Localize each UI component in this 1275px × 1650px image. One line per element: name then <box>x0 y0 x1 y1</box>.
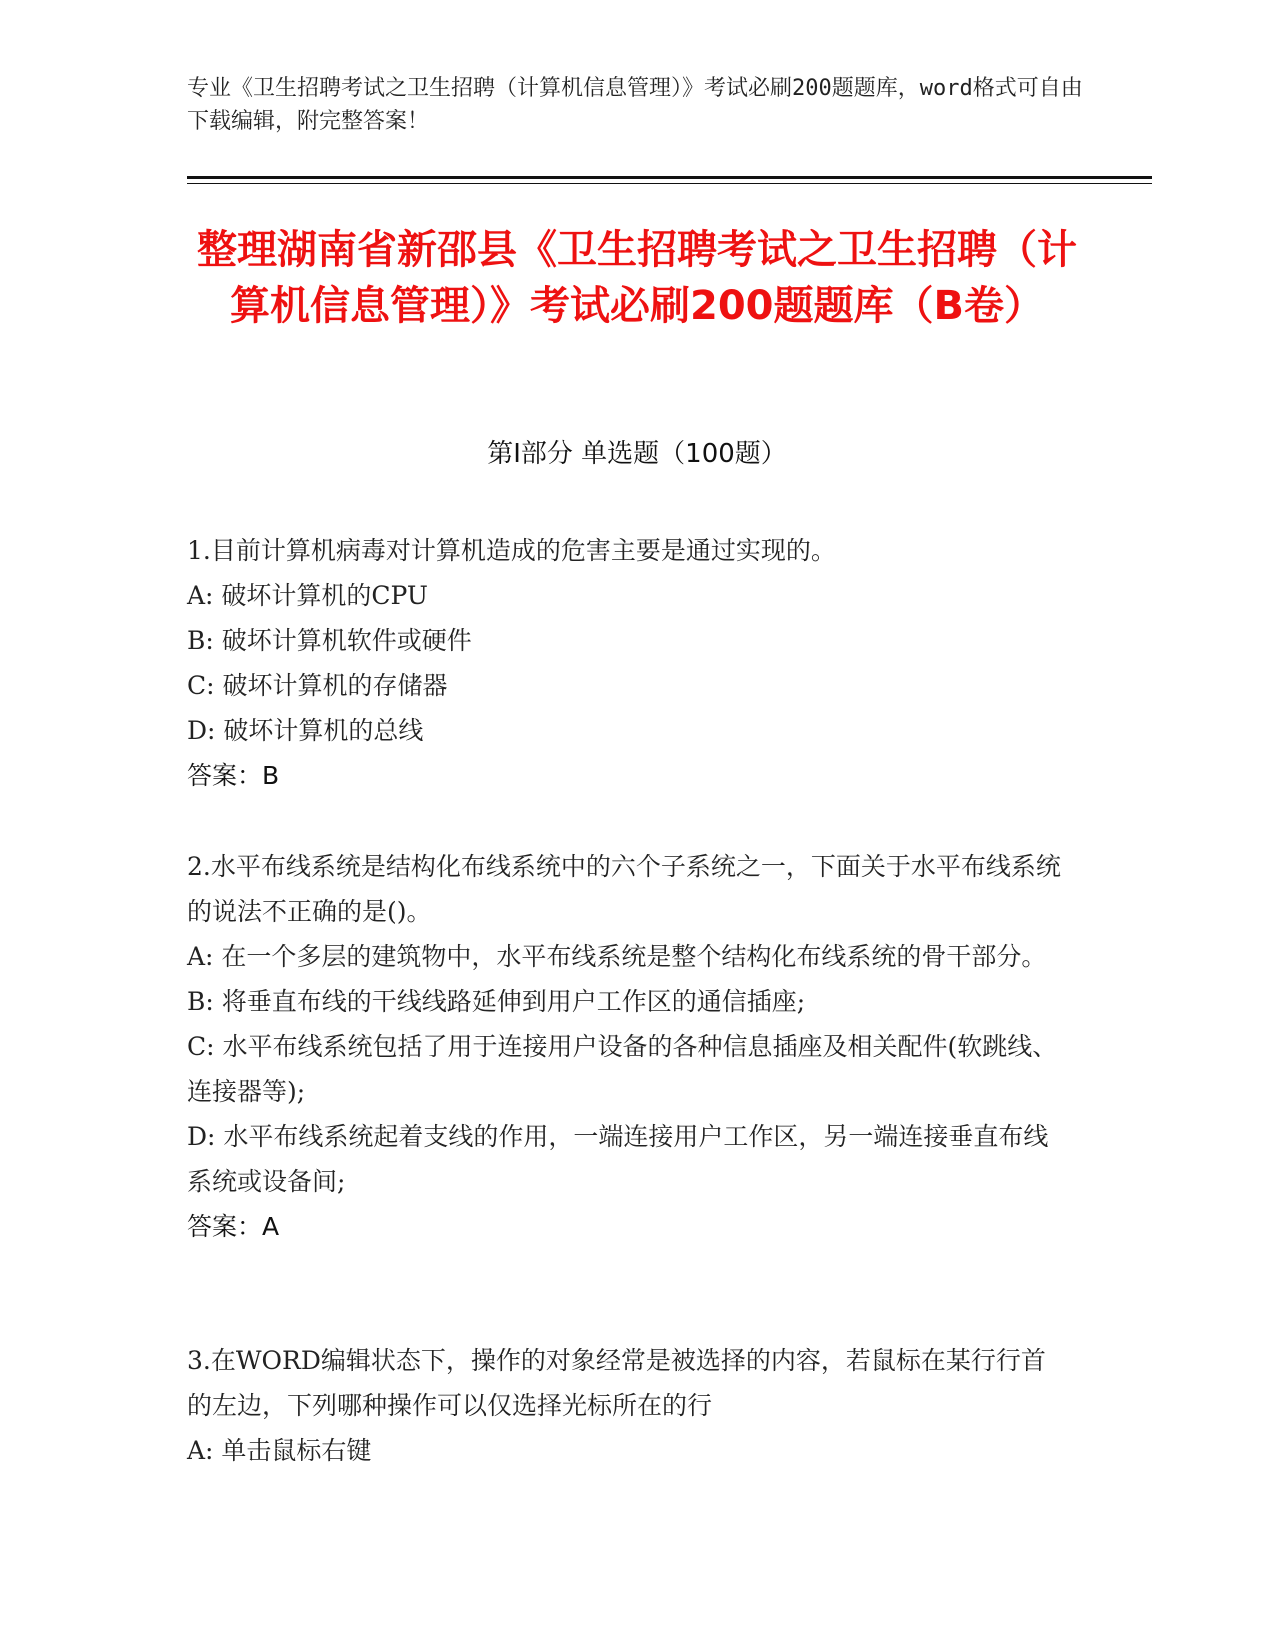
header-divider-thick <box>187 176 1152 179</box>
option-b: B: 破坏计算机软件或硬件 <box>187 626 472 655</box>
answer-label: 答案：A <box>187 1212 280 1241</box>
question-1 <box>187 528 1067 798</box>
header-divider-thin <box>187 183 1152 184</box>
section-title: 第I部分 单选题（100题） <box>487 439 787 469</box>
option-b: B: 将垂直布线的干线线路延伸到用户工作区的通信插座; <box>187 987 806 1016</box>
option-c: C: 水平布线系统包括了用于连接用户设备的各种信息插座及相关配件(软跳线、连接器等); <box>187 1032 1058 1106</box>
option-a: A: 在一个多层的建筑物中，水平布线系统是整个结构化布线系统的骨干部分。 <box>187 942 1047 971</box>
option-c: C: 破坏计算机的存储器 <box>187 671 448 700</box>
option-d: D: 水平布线系统起着支线的作用，一端连接用户工作区，另一端连接垂直布线系统或设备间; <box>187 1122 1049 1196</box>
question-stem: 1.目前计算机病毒对计算机造成的危害主要是通过实现的。 <box>187 536 836 565</box>
option-d: D: 破坏计算机的总线 <box>187 716 424 745</box>
document-title: 整理湖南省新邵县《卫生招聘考试之卫生招聘（计算机信息管理）》考试必刷200题题库（B卷） <box>197 227 1077 329</box>
question-stem: 3.在WORD编辑状态下，操作的对象经常是被选择的内容，若鼠标在某行行首的左边，下列哪种操作可以仅选择光标所在的行 <box>187 1346 1046 1420</box>
answer-label: 答案：B <box>187 761 280 790</box>
option-a: A: 单击鼠标右键 <box>187 1436 372 1465</box>
option-a: A: 破坏计算机的CPU <box>187 581 429 610</box>
question-2 <box>187 844 1067 1249</box>
question-stem: 2.水平布线系统是结构化布线系统中的六个子系统之一，下面关于水平布线系统的说法不正确的是()。 <box>187 852 1061 926</box>
question-3 <box>187 1338 1067 1473</box>
header-note: 专业《卫生招聘考试之卫生招聘（计算机信息管理）》考试必刷200题题库，word格式可自由下载编辑，附完整答案！ <box>187 76 1083 134</box>
